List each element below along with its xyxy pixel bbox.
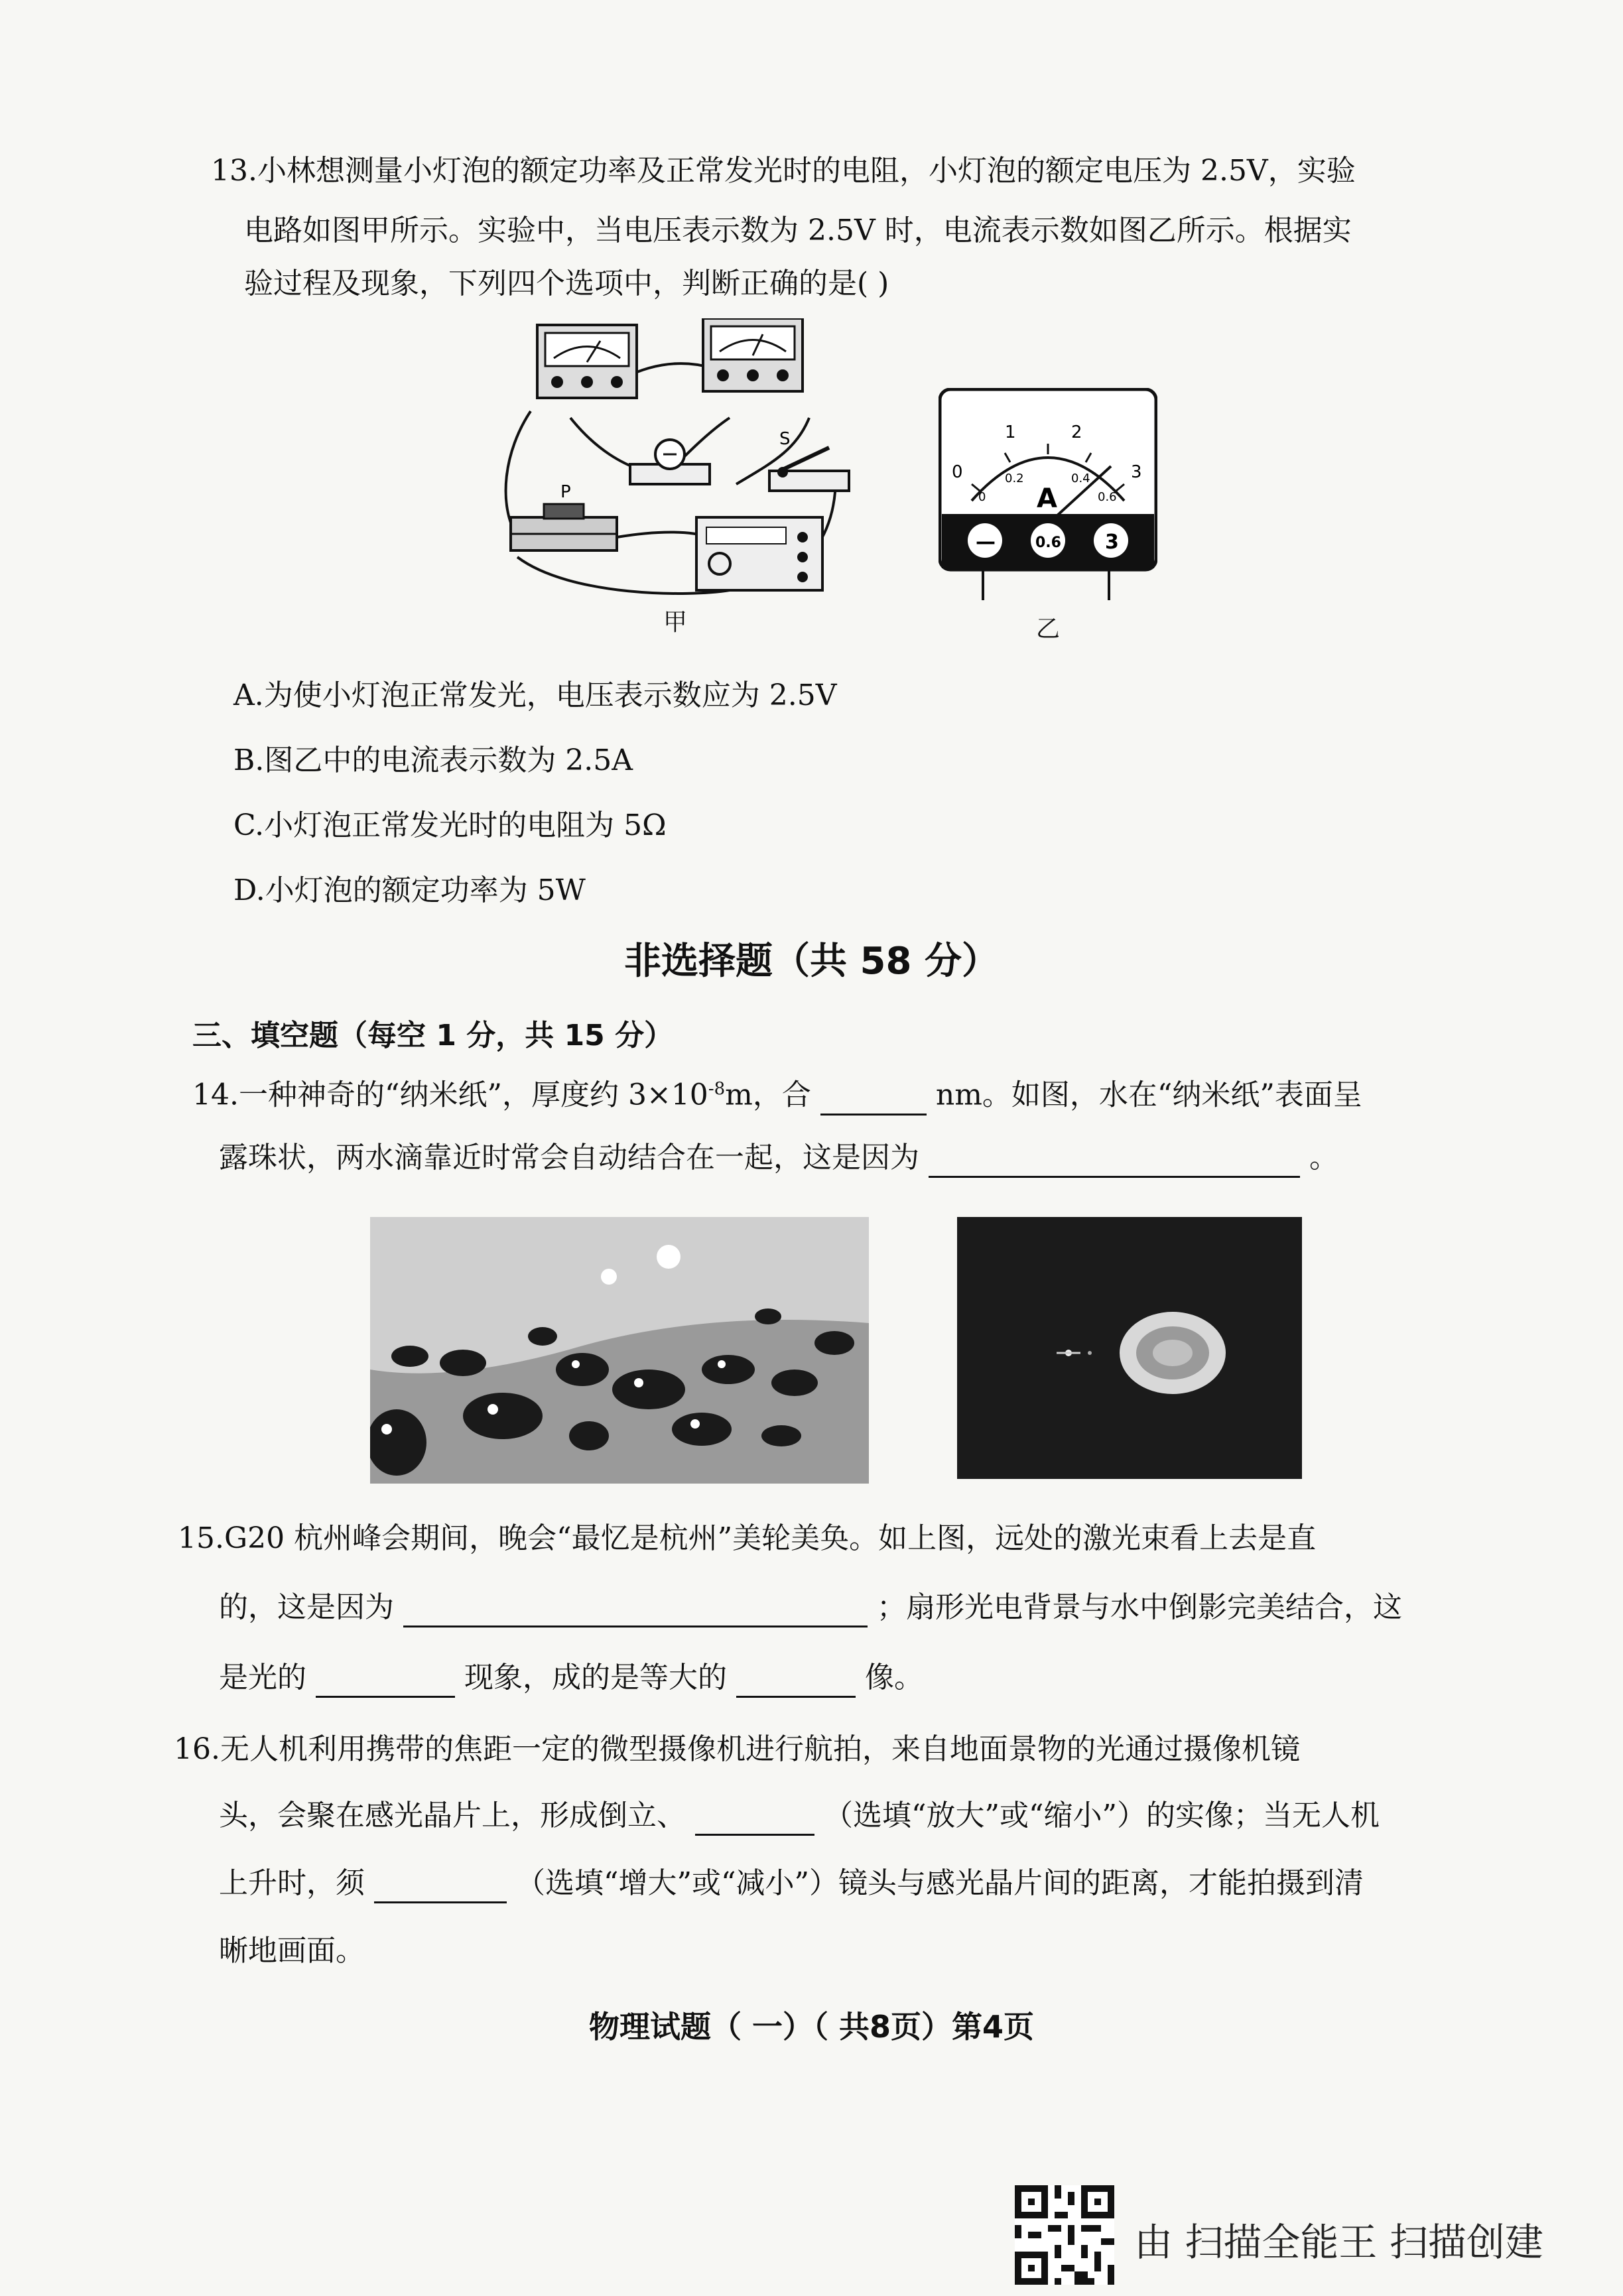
q15-line-3: 是光的 现象，成的是等大的 像。 [219, 1658, 923, 1698]
svg-text:0.2: 0.2 [1005, 472, 1024, 485]
q15-blank-3[interactable] [736, 1665, 856, 1698]
light-bulb-icon [630, 440, 710, 484]
svg-text:3: 3 [1105, 531, 1119, 554]
switch-label: S [779, 429, 791, 449]
svg-text:2: 2 [1071, 422, 1082, 442]
svg-text:0: 0 [978, 490, 986, 504]
q15-blank-1[interactable] [403, 1595, 868, 1627]
q13-option-d: D.小灯泡的额定功率为 5W [233, 873, 586, 907]
power-supply-icon [696, 517, 822, 590]
fig-jia-caption: 甲 [663, 609, 688, 636]
q13-line-1: 13.小林想测量小灯泡的额定功率及正常发光时的电阻，小灯泡的额定电压为 2.5V，实验 [211, 154, 1356, 188]
q16-line-2: 头，会聚在感光晶片上，形成倒立、 （选填“放大”或“缩小”）的实像；当无人机 [219, 1796, 1380, 1836]
q15-line-1: 15.G20 杭州峰会期间，晚会“最忆是杭州”美轮美奂。如上图，远处的激光束看上去是直 [178, 1521, 1317, 1555]
q16-line-3: 上升时，须 （选填“增大”或“减小”）镜头与感光晶片间的距离，才能拍摄到清 [219, 1864, 1364, 1903]
laser-show-night-photo [957, 1217, 1302, 1479]
section3-title: 三、填空题（每空 1 分，共 15 分） [192, 1019, 674, 1052]
q13-line-2: 电路如图甲所示。实验中，当电压表示数为 2.5V 时，电流表示数如图乙所示。根据实 [244, 214, 1352, 247]
voltmeter-icon [537, 325, 637, 398]
fig-yi-caption: 乙 [1036, 615, 1061, 643]
page-footer: 物理试题（ 一）（ 共8页）第4页 [588, 2009, 1035, 2045]
section-title: 非选择题（共 58 分） [624, 940, 999, 983]
svg-text:0.6: 0.6 [1098, 490, 1117, 504]
q14-blank-1[interactable] [820, 1083, 927, 1116]
svg-text:1: 1 [1005, 422, 1016, 442]
q16-blank-2[interactable] [374, 1871, 507, 1903]
scanner-watermark: 由 扫描全能王 扫描创建 [1134, 2220, 1543, 2265]
q16-blank-1[interactable] [695, 1803, 814, 1836]
circuit-diagram-jia [491, 318, 862, 597]
q13-option-c: C.小灯泡正常发光时的电阻为 5Ω [233, 808, 667, 842]
svg-text:0.4: 0.4 [1071, 472, 1090, 485]
rheostat-label: P [560, 482, 571, 502]
q13-option-a: A.为使小灯泡正常发光，电压表示数应为 2.5V [233, 678, 837, 712]
rheostat-icon [511, 504, 617, 550]
q14-blank-2[interactable] [929, 1145, 1300, 1178]
ammeter-unit: A [1037, 483, 1057, 514]
q13-line-3: 验过程及现象，下列四个选项中，判断正确的是( ) [244, 267, 889, 300]
svg-text:—: — [976, 531, 996, 554]
q16-line-1: 16.无人机利用携带的焦距一定的微型摄像机进行航拍，来自地面景物的光通过摄像机镜 [174, 1732, 1300, 1766]
q14-line-1: 14.一种神奇的“纳米纸”，厚度约 $3\times 10^{-8}m$，合 nm。如图，水在“纳米纸”表面呈 [192, 1069, 1362, 1116]
ammeter-leads [968, 570, 1128, 604]
nano-paper-water-droplets-photo [370, 1217, 869, 1484]
svg-text:0: 0 [952, 462, 963, 482]
q15-line-2: 的，这是因为 ；扇形光电背景与水中倒影完美结合，这 [219, 1588, 1402, 1627]
q15-blank-2[interactable] [316, 1665, 455, 1698]
svg-text:0.6: 0.6 [1035, 535, 1061, 551]
q13-option-b: B.图乙中的电流表示数为 2.5A [233, 743, 633, 777]
qr-code-icon [1015, 2185, 1114, 2285]
q14-line-2: 露珠状，两水滴靠近时常会自动结合在一起，这是因为 。 [219, 1138, 1338, 1178]
ammeter-icon [703, 318, 803, 391]
svg-text:3: 3 [1131, 462, 1142, 482]
q16-line-4: 晰地画面。 [219, 1934, 365, 1968]
ammeter-reading-yi [939, 388, 1157, 574]
